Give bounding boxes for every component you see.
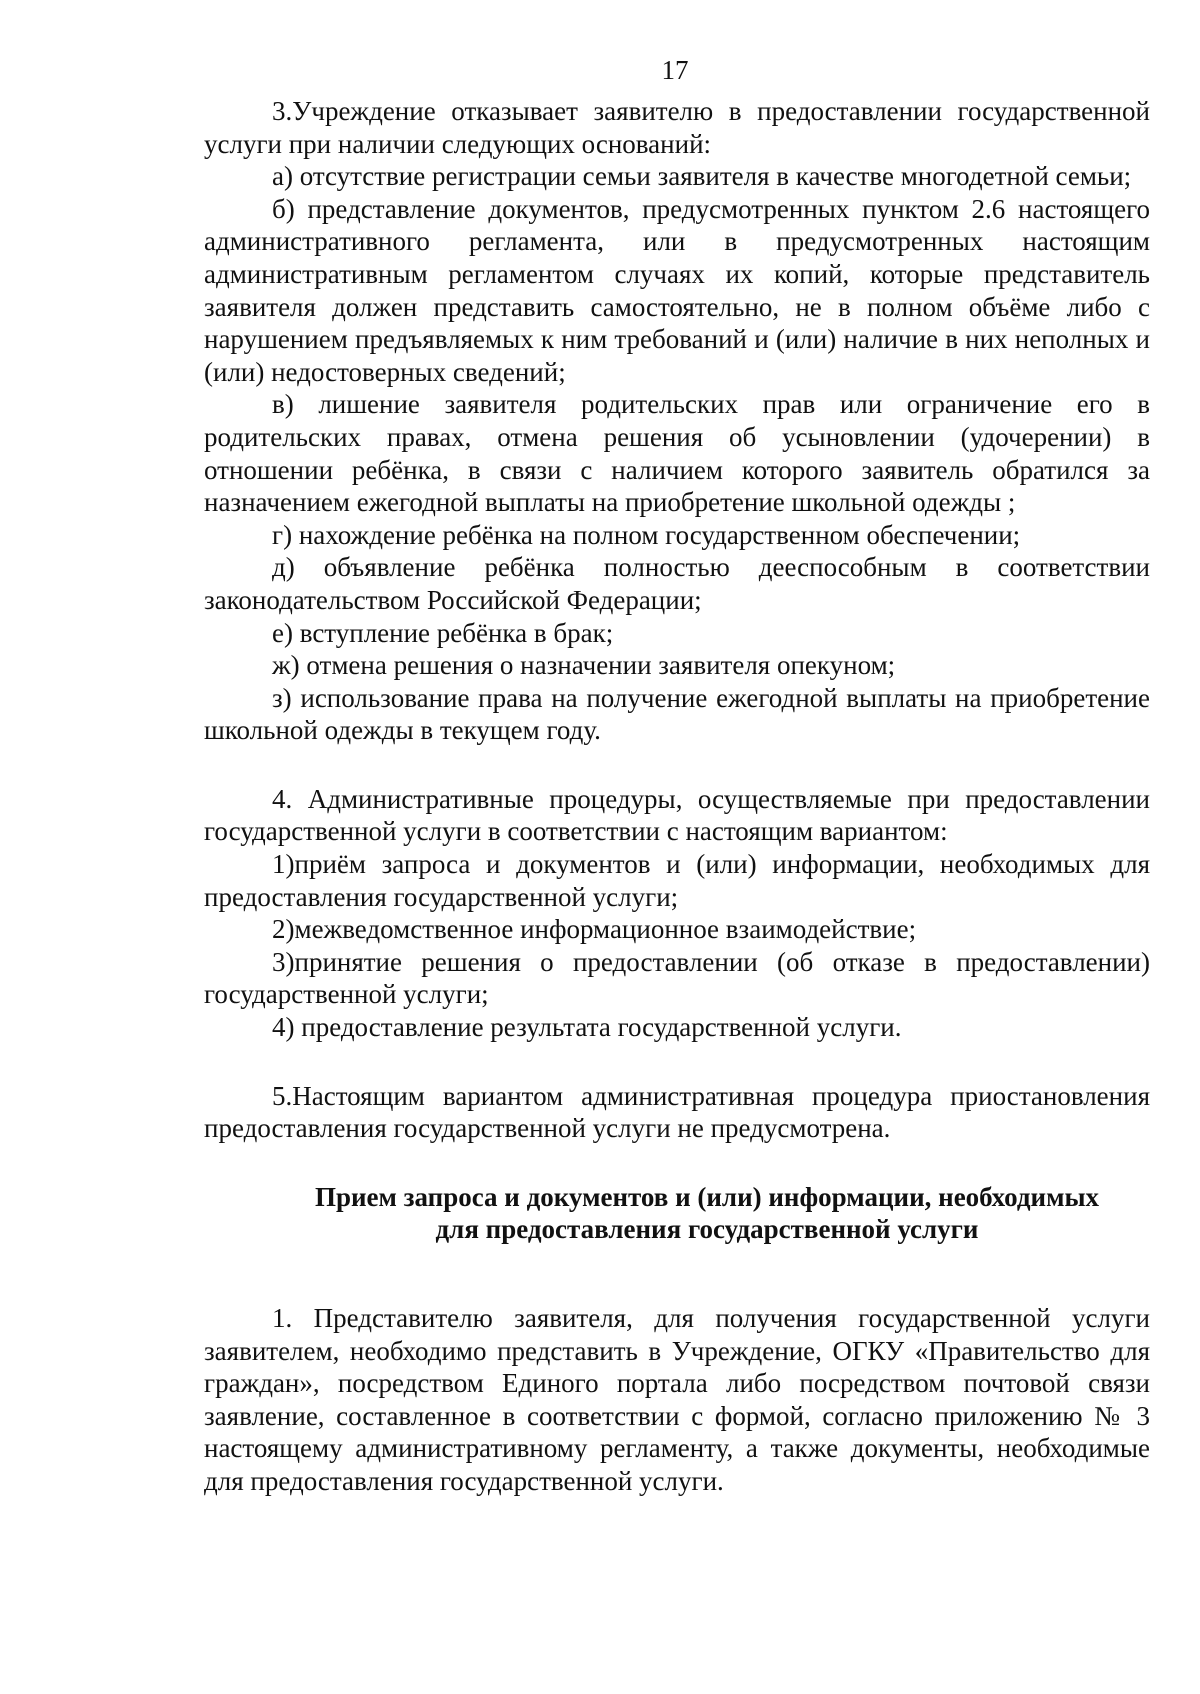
section-3-item-g: г) нахождение ребёнка на полном государственном обеспечении; [272, 519, 1021, 550]
spacer [204, 1246, 1150, 1302]
subsection-1-text: 1. Представителю заявителя, для получения государственной услуги заявителем, необходимо представить в Учреждение, ОГКУ «Правительство для граждан», посредством Единого портала либо посредством почтовой связи заявление, составленное в соответствии с формой, согласно приложению № 3 настоящему административному регламенту, а также документы, необходимые для предоставления государственной услуги. [204, 1303, 1150, 1496]
section-heading [204, 1181, 1150, 1246]
page-number: 17 [661, 55, 689, 85]
heading-line-1: Прием запроса и документов и (или) информации, необходимых [314, 1181, 1100, 1212]
section-3-intro: 3.Учреждение отказывает заявителю в предоставлении государственной услуги при наличии следующих оснований: [204, 96, 1150, 159]
section-5-text: 5.Настоящим вариантом административная процедура приостановления предоставления государственной услуги не предусмотрена. [204, 1080, 1150, 1144]
section-4-item-2: 2)межведомственное информационное взаимодействие; [272, 914, 917, 945]
section-4-item-3: 3)принятие решения о предоставлении (об отказе в предоставлении) государственной услуги; [204, 946, 1150, 1010]
section-3-item-b: б) представление документов, предусмотренных пунктом 2.6 настоящего административного регламента, или в предусмотренных настоящим административным регламентом случаях их копий, которые представитель заявителя должен представить самостоятельно, не в полном объёме либо с нарушением предъявляемых к ним требований и (или) наличие в них неполных и (или) недостоверных сведений; [204, 193, 1150, 387]
section-3-item-z: з) использование права на получение ежегодной выплаты на приобретение школьной одежды в текущем году. [204, 682, 1150, 746]
section-4-intro: 4. Административные процедуры, осуществляемые при предоставлении государственной услуги в соответствии с настоящим вариантом: [204, 783, 1150, 847]
section-3-item-v: в) лишение заявителя родительских прав или ограничение его в родительских правах, отмена решения об усыновлении (удочерении) в отношении ребёнка, в связи с наличием которого заявитель обратился за назначением ежегодной выплаты на приобретение школьной одежды ; [204, 389, 1150, 518]
spacer [204, 1044, 1150, 1080]
spacer [204, 1145, 1150, 1181]
document-body [204, 95, 1150, 1498]
section-4-item-1: 1)приём запроса и документов и (или) информации, необходимых для предоставления государственной услуги; [204, 849, 1150, 912]
section-4-item-4: 4) предоставление результата государственной услуги. [272, 1012, 902, 1043]
section-3-item-zh: ж) отмена решения о назначении заявителя опекуном; [272, 650, 896, 681]
spacer [204, 747, 1150, 783]
section-3-item-a: а) отсутствие регистрации семьи заявителя в качестве многодетной семьи; [272, 161, 1132, 192]
section-3-item-d: д) объявление ребёнка полностью дееспособным в соответствии законодательством Российской Федерации; [204, 552, 1150, 615]
section-3-item-e: е) вступление ребёнка в брак; [272, 617, 614, 648]
heading-line-2: для предоставления государственной услуги [435, 1214, 979, 1245]
